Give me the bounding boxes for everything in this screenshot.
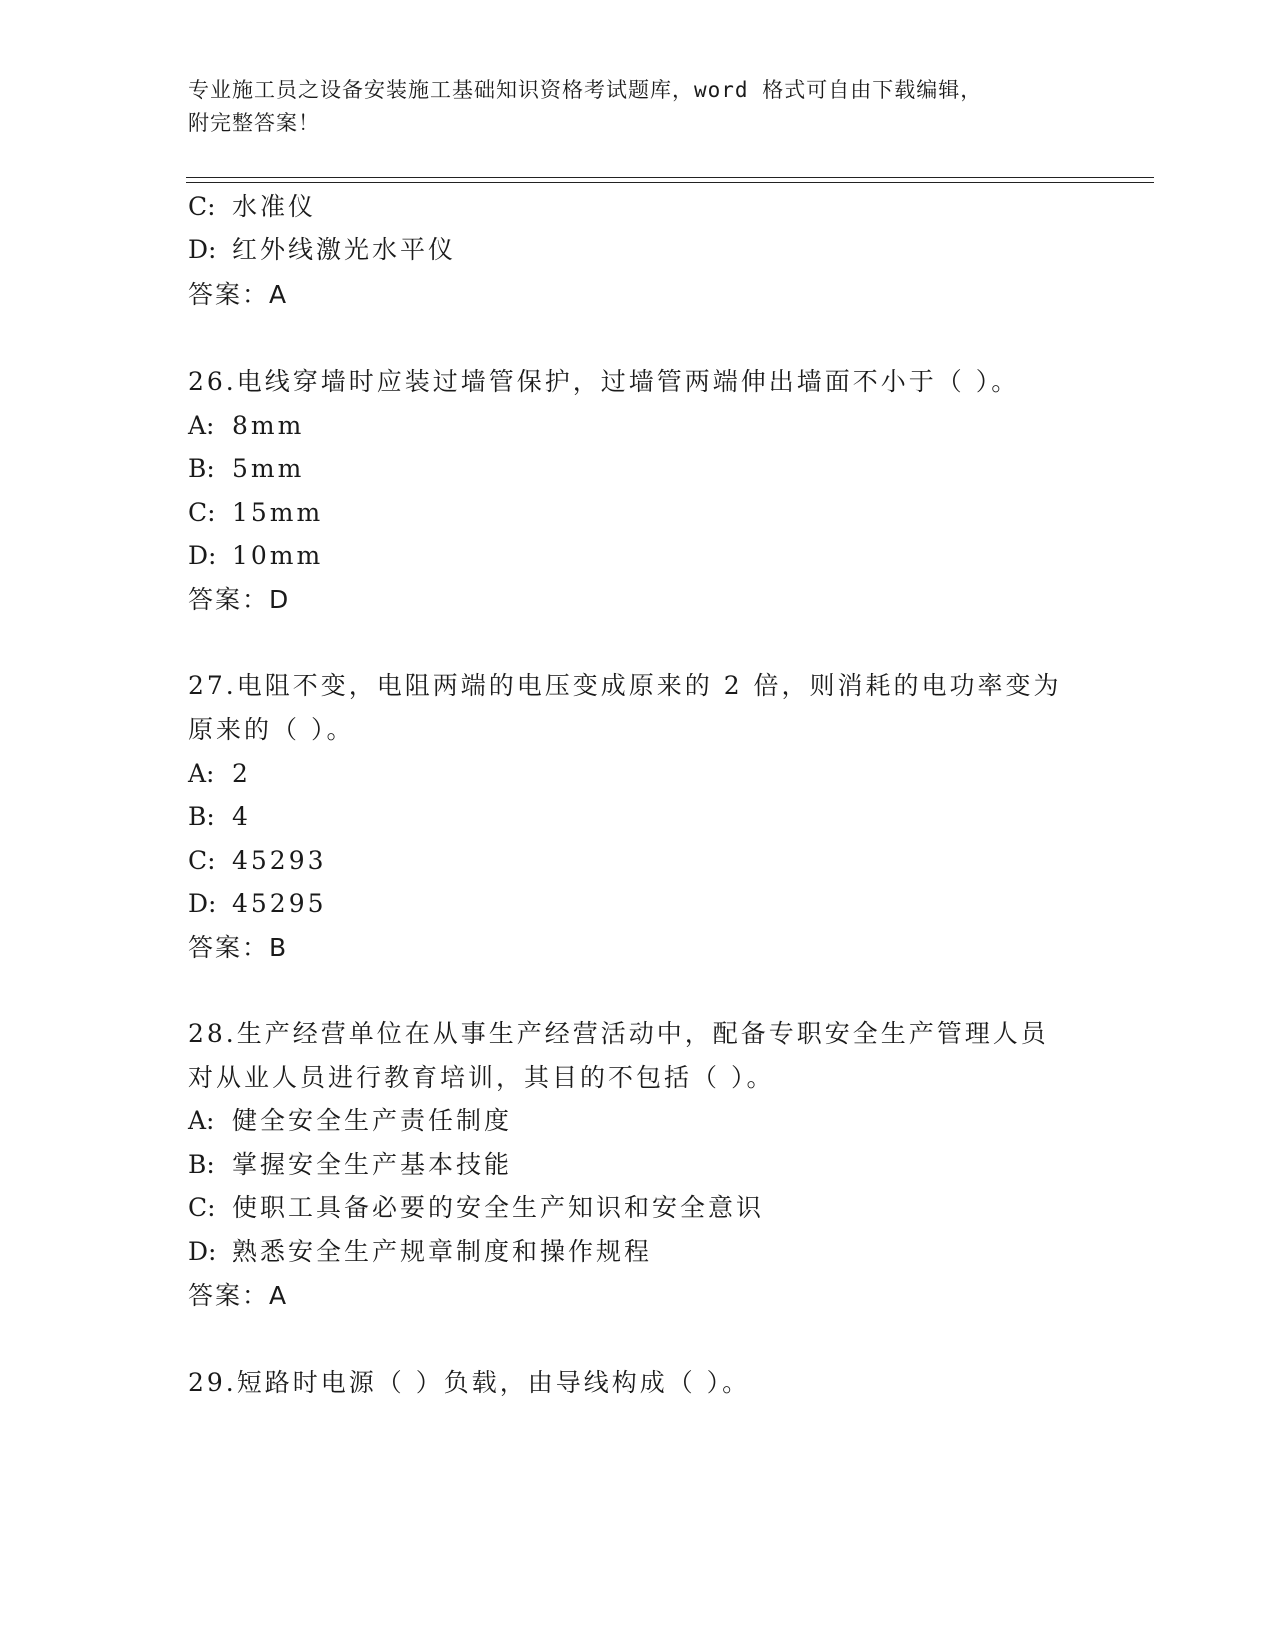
option-row — [188, 845, 327, 877]
option-row — [188, 1105, 512, 1137]
option-label: A: — [188, 1106, 215, 1135]
question-text: 28.生产经营单位在从事生产经营活动中，配备专职安全生产管理人员 — [188, 1019, 1049, 1048]
option-label: C: — [188, 498, 216, 527]
answer-line: 答案：D — [188, 585, 291, 614]
question-text: 26.电线穿墙时应装过墙管保护，过墙管两端伸出墙面不小于（ ）。 — [188, 367, 1020, 396]
option-row — [188, 410, 304, 442]
option-label: B: — [188, 802, 215, 831]
option-text: 熟悉安全生产规章制度和操作规程 — [232, 1237, 653, 1266]
question-text: 对从业人员进行教育培训，其目的不包括（ ）。 — [188, 1063, 775, 1092]
option-row — [188, 1236, 652, 1268]
header-divider-top — [186, 177, 1154, 178]
option-text: 45295 — [232, 889, 327, 918]
option-row — [188, 453, 304, 485]
option-row — [188, 1149, 512, 1181]
option-text: 15mm — [232, 498, 324, 527]
option-text: 5mm — [232, 454, 305, 483]
option-label: B: — [188, 1150, 215, 1179]
option-text: 4 — [232, 802, 251, 831]
option-label: C: — [188, 192, 216, 221]
option-label: C: — [188, 1193, 216, 1222]
option-label: D: — [188, 1237, 217, 1266]
option-label: C: — [188, 846, 216, 875]
option-row — [188, 888, 327, 920]
option-label: D: — [188, 889, 217, 918]
header-line-2: 附完整答案！ — [188, 111, 320, 135]
answer-line: 答案：A — [188, 1281, 289, 1310]
header-divider-bottom — [186, 182, 1154, 183]
option-text: 45293 — [232, 846, 327, 875]
question-text: 29.短路时电源（ ）负载，由导线构成（ ）。 — [188, 1368, 751, 1397]
option-row — [188, 1192, 764, 1224]
option-row — [188, 234, 456, 266]
option-text: 10mm — [232, 541, 324, 570]
question-text: 27.电阻不变，电阻两端的电压变成原来的 2 倍，则消耗的电功率变为 — [188, 671, 1062, 700]
option-row — [188, 497, 323, 529]
answer-line: 答案：A — [188, 280, 289, 309]
option-row — [188, 801, 251, 833]
option-row — [188, 758, 251, 790]
option-label: B: — [188, 454, 215, 483]
option-label: D: — [188, 235, 217, 264]
answer-line: 答案：B — [188, 933, 289, 962]
option-label: A: — [188, 411, 215, 440]
page-header — [188, 74, 1088, 140]
header-line-1: 专业施工员之设备安装施工基础知识资格考试题库，word 格式可自由下载编辑， — [188, 78, 983, 102]
option-text: 使职工具备必要的安全生产知识和安全意识 — [232, 1193, 765, 1222]
option-text: 红外线激光水平仪 — [232, 235, 457, 264]
option-text: 健全安全生产责任制度 — [232, 1106, 513, 1135]
question-text: 原来的（ ）。 — [188, 715, 355, 744]
option-text: 2 — [232, 759, 251, 788]
option-text: 水准仪 — [232, 192, 317, 221]
option-label: A: — [188, 759, 215, 788]
option-row — [188, 540, 323, 572]
option-row — [188, 191, 316, 223]
option-text: 掌握安全生产基本技能 — [232, 1150, 513, 1179]
option-label: D: — [188, 541, 217, 570]
option-text: 8mm — [232, 411, 305, 440]
